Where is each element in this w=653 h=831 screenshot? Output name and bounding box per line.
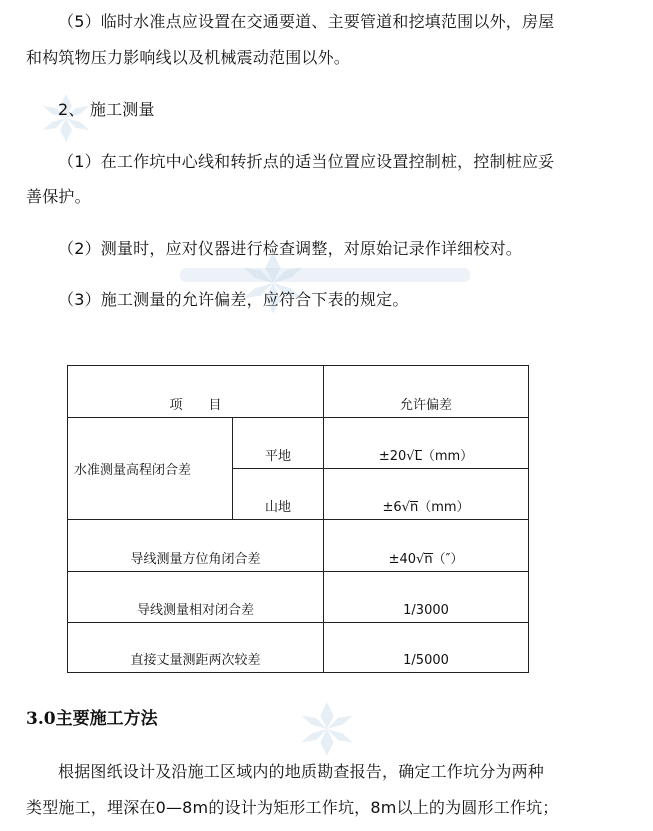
row1-value1-radicand: L [414, 449, 422, 464]
row3-value: 1/3000 [324, 572, 529, 623]
table-row [68, 520, 529, 572]
section-3-line-2: 类型施工，埋深在0—8m的设计为矩形工作坑，8m以上的为圆形工作坑； [26, 798, 559, 817]
row2-value [324, 520, 529, 572]
row3-label: 导线测量相对闭合差 [68, 572, 324, 623]
sqrt-icon: √ [406, 449, 415, 464]
row1-label: 水准测量高程闭合差 [68, 418, 233, 520]
row2-value-unit: （″） [432, 552, 464, 567]
row1-value1-prefix: ±20 [378, 449, 407, 464]
table-header-row [68, 366, 529, 418]
tolerance-table [67, 365, 529, 673]
row1-value2 [324, 469, 529, 520]
section-2-title: 2、 施工测量 [58, 100, 155, 119]
row1-value2-radicand: n [409, 500, 419, 515]
row1-value2-unit: （mm） [418, 500, 470, 515]
paragraph-3: （3）施工测量的允许偏差，应符合下表的规定。 [58, 290, 409, 309]
table-row [68, 623, 529, 673]
table-row [68, 418, 529, 469]
table-row [68, 572, 529, 623]
watermark-band [180, 268, 470, 282]
paragraph-5-line-1: （5）临时水准点应设置在交通要道、主要管道和挖填范围以外，房屋 [58, 12, 555, 31]
row4-label: 直接丈量测距两次较差 [68, 623, 324, 673]
row2-label: 导线测量方位角闭合差 [68, 520, 324, 572]
row1-value2-prefix: ±6 [382, 500, 402, 515]
row2-value-radicand: n [424, 552, 433, 567]
header-item: 项 目 [68, 366, 324, 418]
sqrt-icon: √ [416, 552, 425, 567]
section-3-line-1: 根据图纸设计及沿施工区域内的地质勘查报告，确定工作坑分为两种 [58, 762, 545, 781]
row1-value1-unit: （mm） [421, 449, 474, 464]
row2-value-prefix: ±40 [388, 552, 417, 567]
paragraph-2: （2）测量时，应对仪器进行检查调整，对原始记录作详细校对。 [58, 239, 522, 258]
section-3-heading: 3.0主要施工方法 [26, 709, 158, 729]
row4-value: 1/5000 [324, 623, 529, 673]
watermark-snowflake-icon [298, 700, 356, 758]
paragraph-1-line-2: 善保护。 [26, 187, 91, 206]
row1-value1 [324, 418, 529, 469]
paragraph-5-line-2: 和构筑物压力影响线以及机械震动范围以外。 [26, 48, 351, 67]
row1-sub1: 平地 [233, 418, 324, 469]
paragraph-1-line-1: （1）在工作坑中心线和转折点的适当位置应设置控制桩，控制桩应妥 [58, 152, 555, 171]
sqrt-icon: √ [401, 500, 410, 515]
row1-sub2: 山地 [233, 469, 324, 520]
header-tolerance: 允许偏差 [324, 366, 529, 418]
